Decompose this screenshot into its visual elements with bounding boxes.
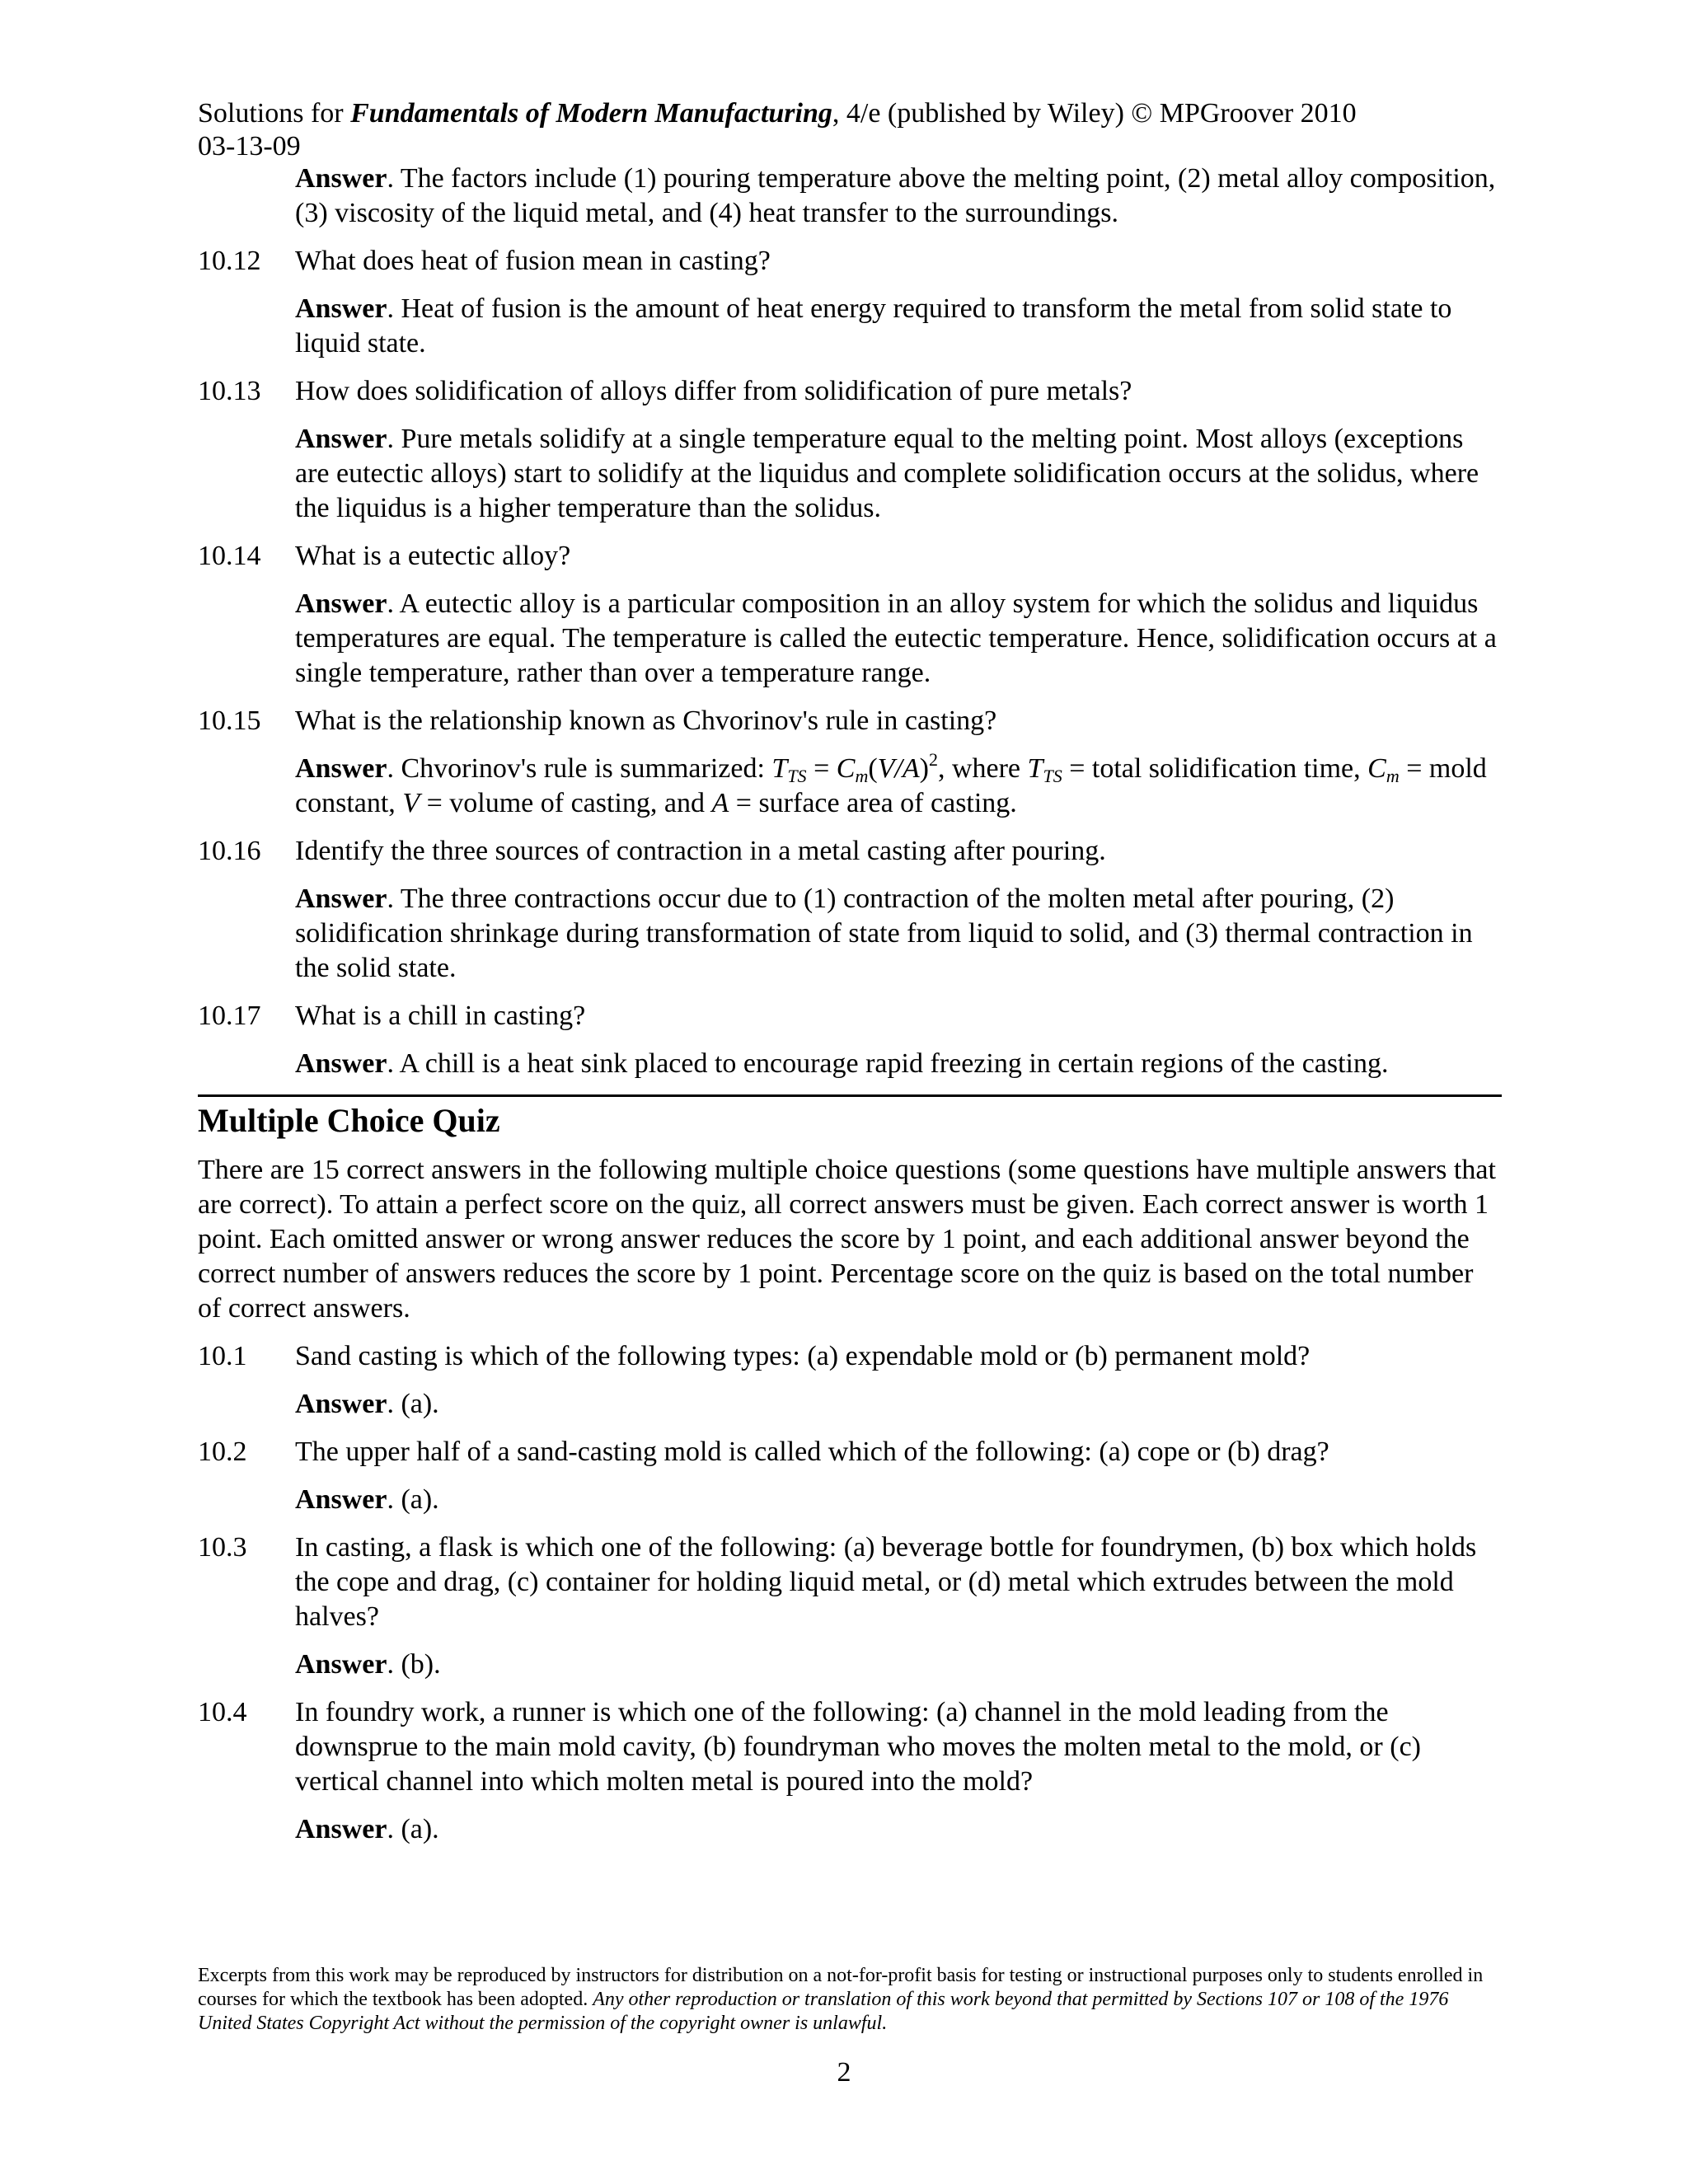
- question-text: Sand casting is which of the following types: (a) expendable mold or (b) permanent mold?: [295, 1341, 1311, 1371]
- question-number: 10.17: [198, 1001, 261, 1031]
- header-date: 03-13-09: [198, 131, 301, 162]
- question-number: 10.4: [198, 1697, 247, 1727]
- question-text: What does heat of fusion mean in casting?: [295, 246, 771, 276]
- answer-text: = total solidification time,: [1062, 753, 1368, 784]
- book-title: Fundamentals of Modern Manufacturing: [350, 98, 832, 129]
- question-text: What is the relationship known as Chvorinov's rule in casting?: [295, 705, 997, 736]
- answer-label: Answer: [295, 588, 387, 619]
- formula-subscript: m: [1386, 766, 1400, 786]
- question-number: 10.12: [198, 246, 261, 276]
- review-question: [198, 244, 1502, 279]
- question-number: 10.15: [198, 705, 261, 736]
- review-answer: [295, 292, 1502, 361]
- answer-label: Answer: [295, 1389, 387, 1419]
- answer-text: . Heat of fusion is the amount of heat energy required to transform the metal from solid state to liquid state.: [295, 293, 1452, 359]
- answer-text: . (a).: [387, 1814, 439, 1844]
- formula-exponent: 2: [928, 749, 938, 770]
- review-answer: [295, 1047, 1502, 1081]
- quiz-answer: [295, 1483, 1502, 1517]
- quiz-answer: [295, 1812, 1502, 1847]
- formula-var: T: [1027, 753, 1043, 784]
- answer-text: , where: [937, 753, 1028, 784]
- formula-var: C: [836, 753, 856, 784]
- answer-label: Answer: [295, 1484, 387, 1515]
- answer-label: Answer: [295, 424, 387, 454]
- formula-text: (: [868, 753, 878, 784]
- section-divider: [198, 1094, 1502, 1097]
- question-number: 10.16: [198, 836, 261, 866]
- chvorinov-answer: [295, 749, 1502, 821]
- formula-subscript: m: [855, 766, 869, 786]
- header-prefix: Solutions for: [198, 98, 351, 129]
- answer-label: Answer: [295, 163, 387, 194]
- review-answer: [295, 422, 1502, 526]
- answer-text: . (a).: [387, 1389, 439, 1419]
- copyright-footer: [198, 1964, 1502, 2036]
- review-question: [198, 834, 1502, 869]
- formula-var: A: [711, 788, 729, 818]
- answer-text: . Pure metals solidify at a single temperature equal to the melting point. Most alloys (exceptions are eutectic alloys) start to solidify at the liquidus and complete solidification occurs at the solidus, where the liquidus is a higher temperature than the solidus.: [295, 424, 1479, 523]
- quiz-answer: [295, 1387, 1502, 1422]
- page-body: [198, 162, 1502, 1860]
- formula-var: T: [771, 753, 788, 784]
- formula-text: =: [806, 753, 837, 784]
- answer-label: Answer: [295, 293, 387, 324]
- answer-text: . The factors include (1) pouring temperature above the melting point, (2) metal alloy composition, (3) viscosity of the liquid metal, and (4) heat transfer to the surroundings.: [295, 163, 1496, 228]
- quiz-question: [198, 1435, 1502, 1469]
- formula-subscript: TS: [787, 766, 807, 786]
- running-header: [198, 97, 1357, 163]
- question-text: What is a eutectic alloy?: [295, 541, 571, 571]
- answer-text: . A chill is a heat sink placed to encourage rapid freezing in certain regions of the casting.: [387, 1048, 1389, 1079]
- answer-label: Answer: [295, 753, 387, 784]
- question-number: 10.2: [198, 1436, 247, 1467]
- question-number: 10.14: [198, 541, 261, 571]
- formula-text: ): [919, 753, 929, 784]
- formula-subscript: TS: [1043, 766, 1062, 786]
- answer-label: Answer: [295, 1814, 387, 1844]
- quiz-answer: [295, 1647, 1502, 1682]
- section-title: Multiple Choice Quiz: [198, 1102, 500, 1139]
- answer-label: Answer: [295, 883, 387, 914]
- quiz-question: [198, 1530, 1502, 1634]
- answer-label: Answer: [295, 1649, 387, 1680]
- answer-text: = volume of casting, and: [420, 788, 712, 818]
- answer-text: . The three contractions occur due to (1) contraction of the molten metal after pouring, (2) solidification shrinkage during transformation of state from liquid to solid, and (3) thermal contraction in the solid state.: [295, 883, 1473, 983]
- review-question: [198, 704, 1502, 738]
- quiz-intro: There are 15 correct answers in the following multiple choice questions (some questions have multiple answers that are correct). To attain a perfect score on the quiz, all correct answers must be given. Each correct answer is worth 1 point. Each omitted answer or wrong answer reduces the score by 1 point, and each additional answer beyond the correct number of answers reduces the score by 1 point. Percentage score on the quiz is based on the total number of correct answers.: [198, 1155, 1496, 1324]
- question-text: The upper half of a sand-casting mold is called which of the following: (a) cope or (b) drag?: [295, 1436, 1329, 1467]
- review-question: [198, 374, 1502, 409]
- quiz-question: [198, 1695, 1502, 1799]
- answer-text: = mold constant,: [295, 753, 1487, 818]
- formula-var: V/A: [877, 753, 920, 784]
- review-question: [198, 539, 1502, 574]
- question-text: In casting, a flask is which one of the following: (a) beverage bottle for foundrymen, (b) box which holds the cope and drag, (c) container for holding liquid metal, or (d) metal which extrudes between the mold halves?: [295, 1532, 1477, 1632]
- answer-text: = surface area of casting.: [729, 788, 1017, 818]
- answer-10-11-carryover: [295, 162, 1502, 231]
- formula-var: V: [402, 788, 420, 818]
- answer-label: Answer: [295, 1048, 387, 1079]
- question-number: 10.13: [198, 376, 261, 406]
- page-number: 2: [837, 2057, 851, 2088]
- question-text: What is a chill in casting?: [295, 1001, 586, 1031]
- footer-notice-italic: Any other reproduction or translation of this work beyond that permitted by Sections 107 or 108 of the 1976 United States Copyright Act without the permission of the copyright owner is unlawful.: [198, 1989, 1449, 2034]
- review-question: [198, 999, 1502, 1033]
- question-text: Identify the three sources of contraction in a metal casting after pouring.: [295, 836, 1106, 866]
- question-text: In foundry work, a runner is which one of the following: (a) channel in the mold leading from the downsprue to the main mold cavity, (b) foundryman who moves the molten metal to the mold, or (c) vertical channel into which molten metal is poured into the mold?: [295, 1697, 1421, 1797]
- header-suffix: , 4/e (published by Wiley) © MPGroover 2010: [832, 98, 1357, 129]
- question-number: 10.3: [198, 1532, 247, 1563]
- review-answer: [295, 882, 1502, 986]
- review-answer: [295, 587, 1502, 691]
- answer-text: . Chvorinov's rule is summarized:: [387, 753, 772, 784]
- answer-text: . (b).: [387, 1649, 441, 1680]
- formula-var: C: [1367, 753, 1386, 784]
- question-text: How does solidification of alloys differ from solidification of pure metals?: [295, 376, 1132, 406]
- quiz-question: [198, 1339, 1502, 1374]
- header-line-1: [198, 97, 1357, 130]
- question-number: 10.1: [198, 1341, 247, 1371]
- answer-text: . A eutectic alloy is a particular composition in an alloy system for which the solidus and liquidus temperatures are equal. The temperature is called the eutectic temperature. Hence, solidification occurs at a single temperature, rather than over a temperature range.: [295, 588, 1497, 688]
- footer-notice: Excerpts from this work may be reproduced by instructors for distribution on a not-for-profit basis for testing or instructional purposes only to students enrolled in courses for which the textbook has been adopted.: [198, 1965, 1484, 2010]
- answer-text: . (a).: [387, 1484, 439, 1515]
